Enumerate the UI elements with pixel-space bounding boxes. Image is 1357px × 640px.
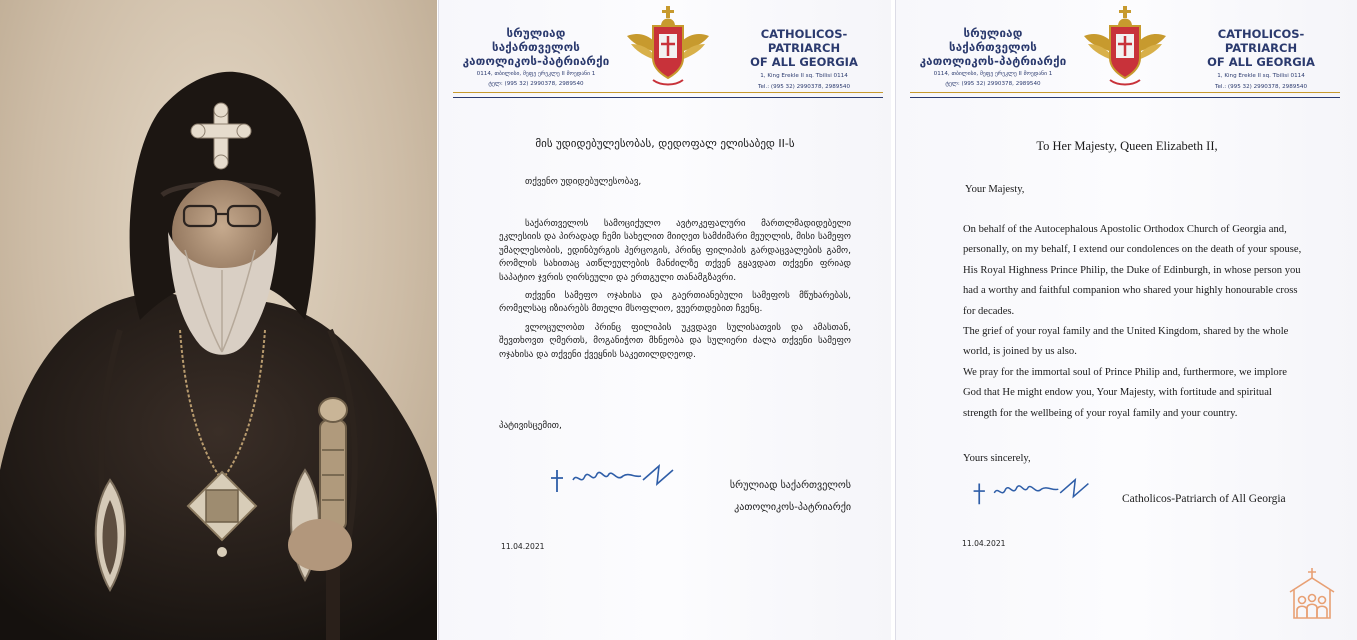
salutation: Your Majesty, <box>965 184 1025 195</box>
body-line: God that He might endow you, Your Majesty, with fortitude and spiritual <box>963 387 1272 399</box>
letter-title: მის უდიდებულესობას, დედოფალ ელისაბედ II-ს <box>535 137 795 150</box>
letter-body <box>499 218 851 367</box>
body-line: His Royal Highness Prince Philip, the Duke of Edinburgh, in whose person you <box>963 264 1301 276</box>
patriarch-portrait <box>0 0 437 640</box>
letterhead-rule <box>453 92 883 98</box>
signature-icon <box>966 476 1096 508</box>
letterhead-left <box>461 26 611 88</box>
letterhead-address-en: 1, King Erekle II sq. Tbilisi 0114 <box>760 73 848 79</box>
signer-name: Catholicos-Patriarch of All Georgia <box>1122 493 1286 505</box>
closing: პატივისცემით, <box>499 421 562 431</box>
letterhead-address-ka: 0114, თბილისი, მეფე ერეკლე II მოედანი 1 <box>476 71 596 77</box>
body-line: for decades. <box>963 305 1015 317</box>
letter-date: 11.04.2021 <box>962 539 1006 548</box>
letter-english <box>895 0 1357 640</box>
paragraph: თქვენი სამეფო ოჯახისა და გაერთიანებული სამეფოს მწუხარებას, რომელსაც იზიარებს მთელი მსოფლიო, ვუერთდებით ჩვენც. <box>499 291 851 315</box>
letterhead-rule <box>910 92 1340 98</box>
letter-date: 11.04.2021 <box>501 542 545 551</box>
letterhead-title-en-1: CATHOLICOS-PATRIARCH <box>760 27 848 55</box>
letterhead-title-en-2: OF ALL GEORGIA <box>750 55 858 69</box>
letterhead-phone-en: Tel.: (995 32) 2990378, 2989540 <box>758 84 850 90</box>
body-line: world, is joined by us also. <box>963 346 1077 358</box>
letterhead-left <box>918 26 1068 88</box>
signer-line-1: სრულიად საქართველოს <box>729 480 851 491</box>
paragraph: ვლოცულობთ პრინც ფილიპის უკვდავი სულისათვის და ამასთან, შევთხოვთ ღმერთს, მოგანიჭოთ მხნეობა და სულიერი ძალა თქვენი სამეფო ოჯახისა და თქვენი ქვეყნის საკეთილდღეოდ. <box>499 322 851 360</box>
letterhead-phone-ka: ტელ: (995 32) 2990378, 2989540 <box>488 81 584 87</box>
paragraph: საქართველოს სამოციქულო ავტოკეფალური მართლმადიდებელი ეკლესიის და პირადად ჩემი სახელით მიიღეთ სამძიმარი მეუღლის, მისი სამეფო უმაღლესობის, ედინბურგის ჰერცოგის, პრინც ფილიპის გარდაცვალების გამო, რომლის სახითაც ათწლეულების მანძილზე თქვენ გყავდათ თქვენი ფრიად საპატიო ჯვრის ღირსეული და ერთგული თანამგზავრი. <box>499 219 851 283</box>
signature-icon <box>547 462 677 496</box>
signer-line-2: კათოლიკოს-პატრიარქი <box>734 502 851 513</box>
portrait-illustration <box>0 0 437 640</box>
letterhead-phone-en: Tel.: (995 32) 2990378, 2989540 <box>1215 84 1307 90</box>
letter-title: To Her Majesty, Queen Elizabeth II, <box>1036 139 1218 153</box>
salutation: თქვენო უდიდებულესობავ, <box>525 177 642 187</box>
body-line: strength for the wellbeing of your royal family and your country. <box>963 407 1238 419</box>
signer-name <box>715 475 851 519</box>
letterhead-address-en: 1, King Erekle II sq. Tbilisi 0114 <box>1217 73 1305 79</box>
letterhead-title-en-1: CATHOLICOS-PATRIARCH <box>1217 27 1305 55</box>
letter-georgian <box>438 0 891 640</box>
body-line: The grief of your royal family and the United Kingdom, shared by the whole <box>963 326 1289 338</box>
letterhead-title-ka-2: კათოლიკოს-პატრიარქი <box>919 54 1067 68</box>
body-line: had a worthy and faithful companion who shared your highly honourable cross <box>963 285 1298 297</box>
letterhead-title-ka-1: სრულიად საქართველოს <box>948 26 1038 54</box>
letterhead-phone-ka: ტელ: (995 32) 2990378, 2989540 <box>945 81 1041 87</box>
body-line: We pray for the immortal soul of Prince Philip and, furthermore, we implore <box>963 366 1287 378</box>
letter-body <box>963 220 1343 424</box>
church-family-logo-icon <box>1282 564 1342 624</box>
letterhead-title-ka-2: კათოლიკოს-პატრიარქი <box>462 54 610 68</box>
letterhead-right <box>729 27 879 91</box>
body-line: On behalf of the Autocephalous Apostolic Orthodox Church of Georgia and, <box>963 224 1287 235</box>
closing: Yours sincerely, <box>963 453 1031 464</box>
body-line: personally, on my behalf, I extend our condolences on the death of your spouse, <box>963 244 1302 256</box>
letterhead-title-en-2: OF ALL GEORGIA <box>1207 55 1315 69</box>
letterhead-right <box>1186 27 1336 91</box>
letterhead-title-ka-1: სრულიად საქართველოს <box>491 26 581 54</box>
patriarchate-emblem-icon <box>1080 2 1170 88</box>
patriarchate-emblem-icon <box>623 2 713 88</box>
letterhead-address-ka: 0114, თბილისი, მეფე ერეკლე II მოედანი 1 <box>933 71 1053 77</box>
